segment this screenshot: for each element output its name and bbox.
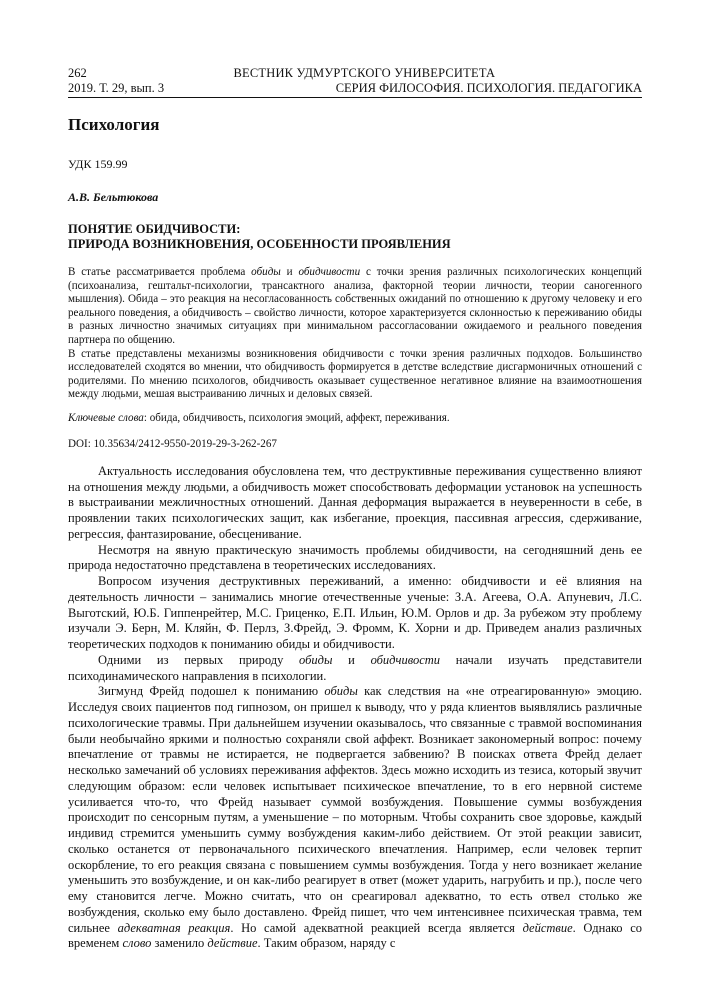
keywords-list: : обида, обидчивость, психология эмоций, аффект, переживания. [143, 411, 450, 424]
article-title [68, 222, 642, 252]
issue-info: 2019. Т. 29, вып. 3 [68, 81, 165, 95]
abstract [68, 266, 642, 402]
title-line-1: ПОНЯТИЕ ОБИДЧИВОСТИ: [68, 222, 241, 236]
body-paragraph: Одними из первых природу обиды и обидчивости начали изучать представители психодинамического направления в психологии. [68, 652, 642, 683]
running-header [68, 66, 642, 81]
abstract-paragraph: В статье представлены механизмы возникновения обидчивости с точки зрения различных подходов. Большинство исследователей сходятся во мнении, что обидчивость формируется в детстве вследствие дисгармоничных отношений с родителями. По мнению психологов, обидчивость оказывает существенное негативное влияние на взаимоотношения между людьми, мешая выстраиванию личных и деловых связей. [68, 347, 642, 401]
body-paragraph: Зигмунд Фрейд подошел к пониманию обиды как следствия на «не отреагированную» эмоцию. Исследуя своих пациентов под гипнозом, он пришел к выводу, что у ряда клиентов выявлялись различные психологические травмы. При дальнейшем изучении оказывалось, что связанные с травмой воспоминания были необычайно яркими и полностью сохраняли свой аффект. Возникает закономерный вопрос: почему впечатление от травмы не истирается, не подвергается забвению? В поисках ответа Фрейд делает несколько замечаний об условиях переживания аффектов. Здесь можно исходить из тезиса, который звучит следующим образом: если человек испытывает психическое впечатление, то в его нервной системе усиливается что-то, что Фрейд называет суммой возбуждения. Повышение суммы возбуждения происходит по сенсорным путям, а уменьшение – по моторным. Чтобы сохранить свое здоровье, каждый индивид стремится уменьшить сумму возбуждения каким-либо действием. От этой реакции зависит, сколько останется от первоначального психического впечатления. Например, если человек терпит оскорбление, то его реакция связана с повышением суммы возбуждения. Тогда у него возникает желание уменьшить это возбуждение, и он как-либо реагирует в ответ (может ударить, нагрубить и пр.), после чего ему становится легче. Можно считать, что он среагировал адекватно, то есть отвел столько же возбуждения, сколько ему было доставлено. Фрейд пишет, что чем интенсивнее психическая травма, тем сильнее адекватная реакция. Но самой адекватной реакцией всегда является действие. Однако со временем слово заменило действие. Таким образом, наряду с [68, 684, 643, 951]
doi[interactable]: DOI: 10.35634/2412-9550-2019-29-3-262-267 [68, 437, 277, 450]
article-body [68, 464, 642, 952]
keywords [68, 412, 642, 424]
keywords-label: Ключевые слова [68, 411, 144, 424]
journal-name: ВЕСТНИК УДМУРТСКОГО УНИВЕРСИТЕТА [233, 66, 496, 80]
section-heading: Психология [68, 115, 160, 134]
abstract-paragraph: В статье рассматривается проблема обиды и обидчивости с точки зрения различных психологических концепций (психоанализа, гештальт-психологии, трансактного анализа, факторной теории личности, теории саногенного мышления). Обида – это реакция на несогласованность собственных ожиданий по отношению к другому человеку и его реального поведения, а обидчивость – свойство личности, которое характеризуется склонностью к переживанию обиды в разных личностно значимых ситуациях при минимальном рассогласовании ожидаемого и реального поведения партнера по общению. [68, 266, 642, 346]
title-line-2: ПРИРОДА ВОЗНИКНОВЕНИЯ, ОСОБЕННОСТИ ПРОЯВЛЕНИЯ [68, 237, 451, 251]
body-paragraph: Несмотря на явную практическую значимость проблемы обидчивости, на сегодняшний день ее природа недостаточно представлена в теоретических исследованиях. [68, 542, 642, 573]
header-rule [68, 97, 642, 98]
series-name: СЕРИЯ ФИЛОСОФИЯ. ПСИХОЛОГИЯ. ПЕДАГОГИКА [335, 81, 642, 95]
body-paragraph: Вопросом изучения деструктивных переживаний, а именно: обидчивости и её влияния на деятельность личности – занимались многие отечественные ученые: З.А. Агеева, О.А. Апуневич, Л.С. Выготский, Ю.Б. Гиппенрейтер, М.С. Гриценко, Е.П. Ильин, Ю.М. Орлов и др. За рубежом эту проблему изучали Э. Берн, М. Кляйн, Ф. Перлз, З.Фрейд, Э. Фромм, К. Хорни и др. Приведем анализ различных теоретических подходов к пониманию обиды и обидчивости. [68, 574, 642, 652]
author-name: А.В. Бельтюкова [68, 190, 159, 204]
running-subheader [68, 81, 642, 96]
paper-page [68, 66, 642, 952]
page-number: 262 [68, 66, 87, 80]
udk-code: УДК 159.99 [68, 157, 128, 171]
body-paragraph: Актуальность исследования обусловлена тем, что деструктивные переживания существенно влияют на отношения между людьми, а обидчивость может способствовать деформации установок на успешность в выстраивании межличностных отношений. Данная деформация выражается в неуверенности в себе, в проявлении таких психологических защит, как избегание, проекция, пассивная агрессия, сдерживание, регрессия, фантазирование, обесценивание. [68, 463, 642, 541]
